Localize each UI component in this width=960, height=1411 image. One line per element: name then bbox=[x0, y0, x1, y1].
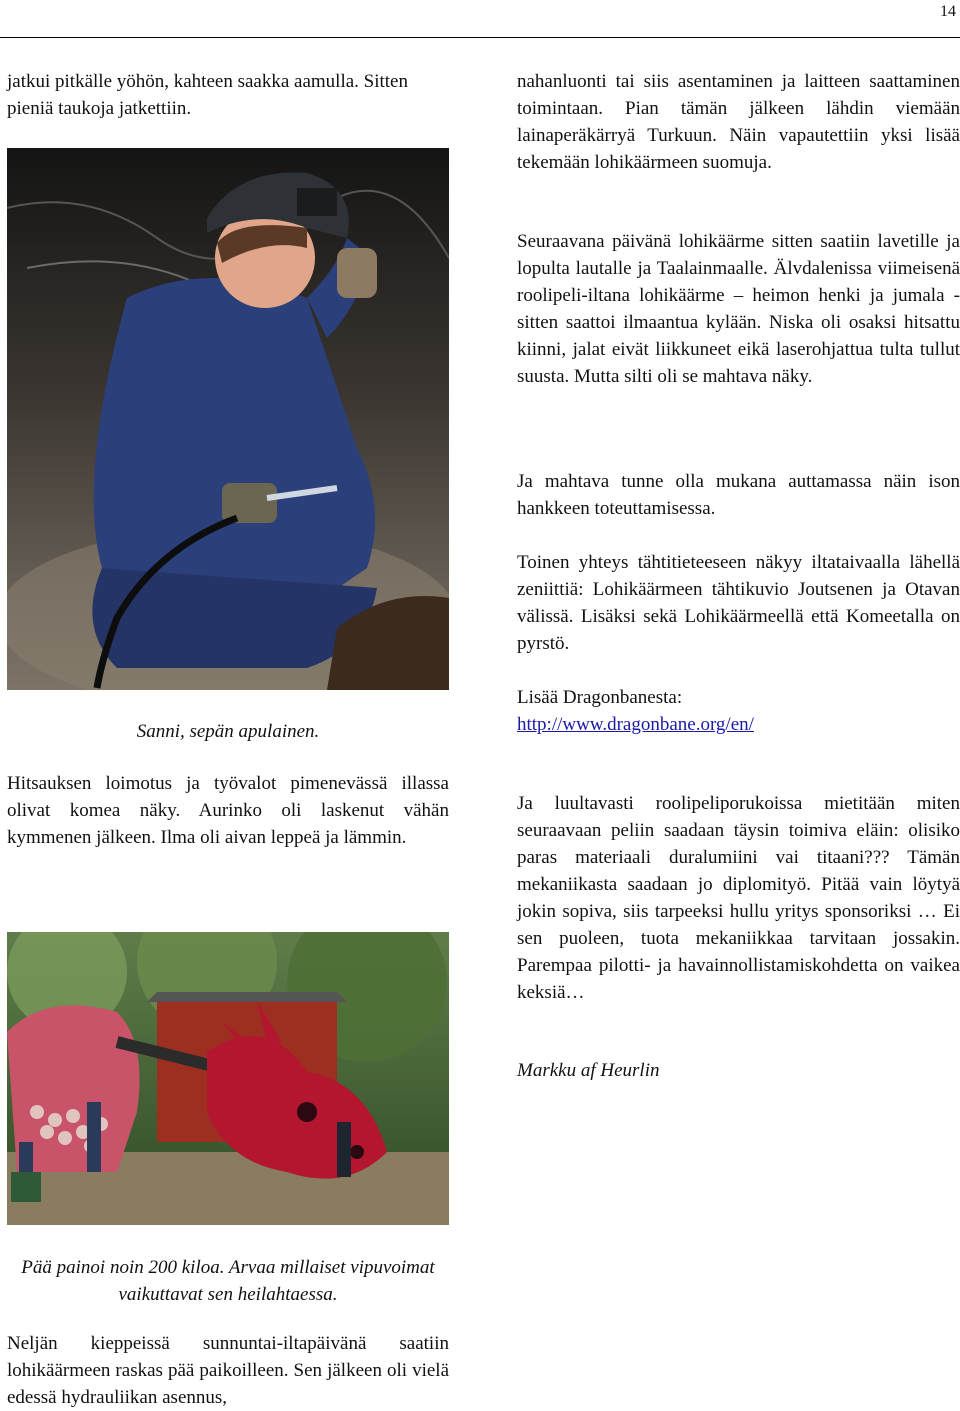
author-signature: Markku af Heurlin bbox=[517, 1060, 660, 1081]
left-paragraph-2: Neljän kieppeissä sunnuntai-iltapäivänä saatiin lohikäärmeen raskas pää paikoilleen. Sen jälkeen oli vielä edessä hydrauliikan asennus, bbox=[7, 1333, 449, 1408]
right-paragraph-2: Seuraavana päivänä lohikäärme sitten saatiin lavetille ja lopulta lautalle ja Taalainmaalle. Älvdalenissa viimeisenä roolipeli-iltana lohikäärme – heimon henki ja jumala - sitten saattoi ilmaantua kylään. Niska oli osaksi hitsattu kiinni, jalat eivät liikkuneet eikä laserohjattua tulta tullut suusta. Mutta silti oli se mahtava näky. bbox=[517, 231, 960, 387]
right-paragraph-4-block bbox=[517, 549, 960, 657]
header-rule bbox=[0, 37, 960, 38]
more-info-label: Lisää Dragonbanesta: bbox=[517, 687, 683, 708]
right-paragraph-5-block bbox=[517, 790, 960, 1006]
dragonbane-link[interactable]: http://www.dragonbane.org/en/ bbox=[517, 714, 754, 735]
dragon-photo-caption: Pää painoi noin 200 kiloa. Arvaa millaiset vipuvoimat vaikuttavat sen heilahtaessa. bbox=[21, 1257, 435, 1305]
left-paragraph-2-block bbox=[7, 1330, 449, 1411]
right-paragraph-3-block bbox=[517, 468, 960, 522]
left-intro-text bbox=[7, 68, 449, 122]
left-paragraph-1-block bbox=[7, 770, 449, 851]
right-paragraph-1-block bbox=[517, 68, 960, 176]
welder-photo-image bbox=[7, 148, 449, 690]
right-paragraph-1: nahanluonti tai siis asentaminen ja laitteen saattaminen toimintaan. Pian tämän jälkeen lähdin viemään lainaperäkärryä Turkuun. Näin vapautettiin yksi lisää tekemään lohikäärmeen suomuja. bbox=[517, 71, 960, 173]
left-paragraph-1: Hitsauksen loimotus ja työvalot pimenevässä illassa olivat komea näky. Aurinko oli laskenut vähän kymmenen jälkeen. Ilma oli aivan leppeä ja lämmin. bbox=[7, 773, 449, 848]
page-number: 14 bbox=[940, 3, 956, 20]
right-paragraph-3: Ja mahtava tunne olla mukana auttamassa näin ison hankkeen toteuttamisessa. bbox=[517, 471, 960, 519]
right-paragraph-2-block bbox=[517, 228, 960, 390]
left-intro-paragraph: jatkui pitkälle yöhön, kahteen saakka aamulla. Sitten pieniä taukoja jatkettiin. bbox=[7, 71, 408, 119]
right-paragraph-5: Ja luultavasti roolipeliporukoissa mietitään miten seuraavaan peliin saadaan täysin toimiva eläin: olisiko paras materiaali duralumiini vai titaani??? Tämän mekaniikasta saadaan jo diplomityö. Pitää vain löytyä jokin sopiva, siis tarpeeksi hullu yritys sponsoriksi … Ei sen puoleen, tuota mekaniikkaa tarvitaan jossakin. Parempaa pilotti- ja havainnollistamiskohdetta on vaikea keksiä… bbox=[517, 793, 960, 1003]
right-paragraph-4: Toinen yhteys tähtitieteeseen näkyy iltataivaalla lähellä zeniittiä: Lohikäärmeen tähtikuvio Joutsenen ja Otavan välissä. Lisäksi sekä Lohikäärmeellä että Komeetalla on pyrstö. bbox=[517, 552, 960, 654]
dragon-photo bbox=[7, 932, 449, 1225]
dragon-photo-image bbox=[7, 932, 449, 1225]
more-info-block bbox=[517, 684, 960, 738]
welder-photo-caption: Sanni, sepän apulainen. bbox=[136, 721, 320, 742]
welder-photo bbox=[7, 148, 449, 690]
